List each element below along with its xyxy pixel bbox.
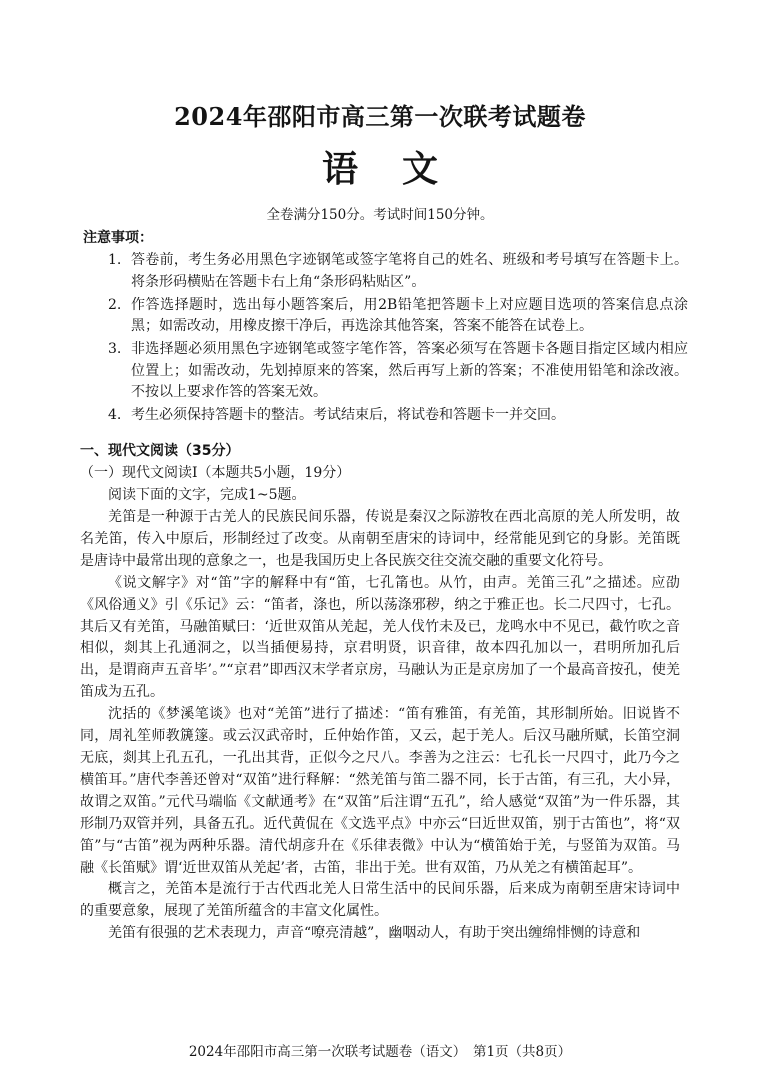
notice-item (108, 250, 688, 293)
exam-info: 全卷满分150分。考试时间150分钟。 (266, 207, 494, 223)
passage-paragraph: 沈括的《梦溪笔谈》也对“羌笛”进行了描述：“笛有雅笛，有羌笛，其形制所始。旧说皆不同，周礼笙师教篪篴。或云汉武帝时，丘仲始作笛，又云，起于羌人。后汉马融所赋，长笛空洞无底，剡其上孔五孔，一孔出其背，正似今之尺八。李善为之注云：七孔长一尺四寸，此乃今之横笛耳。”唐代李善还曾对“双笛”进行释解：“然羌笛与笛二器不同，长于古笛，有三孔，大小异，故谓之双笛。”元代马端临《文献通考》在“双笛”后注谓“五孔”，给人感觉“双笛”为一件乐器，其形制乃双管并列，具备五孔。近代黄侃在《文选平点》中亦云“曰近世双笛，别于古笛也”，将“双笛”与“古笛”视为两种乐器。清代胡彦升在《乐律表微》中认为“横笛始于羌，与竖笛为双笛。马融《长笛赋》谓‘近世双笛从羌起’者，古笛，非出于羌。世有双笛，乃从羌之有横笛起耳”。 (80, 706, 680, 876)
section-heading: 一、现代文阅读（35分） (80, 443, 240, 459)
notice-text: 非选择题必须用黑色字迹钢笔或签字笔作答，答案必须写在答题卡各题目指定区域内相应位置上；如需改动，先划掉原来的答案，然后再写上新的答案；不准使用铅笔和涂改液。不按以上要求作答的答案无效。 (131, 341, 688, 400)
reading-passage (80, 507, 680, 945)
passage-paragraph: 概言之，羌笛本是流行于古代西北羌人日常生活中的民间乐器，后来成为南朝至唐宋诗词中的重要意象，展现了羌笛所蕴含的丰富文化属性。 (80, 881, 680, 920)
subject-title (0, 145, 760, 193)
notice-number: 3. (108, 341, 122, 357)
notice-item (108, 295, 688, 338)
notice-number: 4. (108, 407, 122, 423)
subsection-heading: （一）现代文阅读Ⅰ（本题共5小题，19分） (80, 465, 351, 481)
passage-paragraph: 羌笛有很强的艺术表现力，声音“嘹亮清越”，幽咽动人，有助于突出缠绵悱恻的诗意和 (108, 925, 641, 942)
notice-text: 答卷前，考生务必用黑色字迹钢笔或签字笔将自己的姓名、班级和考号填写在答题卡上。将条形码横贴在答题卡右上角“条形码粘贴区”。 (131, 252, 688, 290)
notice-number: 1. (108, 252, 122, 268)
subject-char: 语 (321, 148, 358, 190)
passage-paragraph: 《说文解字》对“笛”字的解释中有“笛，七孔筩也。从竹，由声。羌笛三孔”之描述。应劭《风俗通义》引《乐记》云：“笛者，涤也，所以荡涤邪秽，纳之于雅正也。长二尺四寸，七孔。其后又有羌笛，马融笛赋曰：‘近世双笛从羌起，羌人伐竹未及已，龙鸣水中不见已，截竹吹之音相似，剡其上孔通洞之，以当插便易持，京君明贤，识音律，故本四孔加以一，君明所加孔后出，是谓商声五音毕’。”“京君”即西汉末学者京房，马融认为正是京房加了一个最高音按孔，使羌笛成为五孔。 (80, 574, 680, 701)
passage-paragraph: 羌笛是一种源于古羌人的民族民间乐器，传说是秦汉之际游牧在西北高原的羌人所发明，故名羌笛，传入中原后，形制经过了改变。从南朝至唐宋的诗词中，经常能见到它的身影。羌笛既是唐诗中最常出现的意象之一，也是我国历史上各民族交往交流交融的重要文化符号。 (80, 509, 680, 569)
exam-title: 2024年邵阳市高三第一次联考试题卷 (174, 102, 586, 131)
notice-item (108, 405, 688, 427)
notice-heading: 注意事项： (83, 230, 153, 246)
reading-instruction: 阅读下面的文字，完成1~5题。 (108, 487, 306, 503)
page-footer: 2024年邵阳市高三第一次联考试题卷（语文） 第1页（共8页） (188, 1044, 572, 1060)
notice-text: 作答选择题时，选出每小题答案后，用2B铅笔把答题卡上对应题目选项的答案信息点涂黑；如需改动，用橡皮擦干净后，再选涂其他答案，答案不能答在试卷上。 (131, 296, 688, 334)
notice-list (108, 250, 688, 428)
notice-item (108, 339, 688, 404)
notice-text: 考生必须保持答题卡的整洁。考试结束后，将试卷和答题卡一并交回。 (131, 407, 565, 423)
subject-char: 文 (402, 148, 439, 190)
notice-number: 2. (108, 296, 122, 313)
